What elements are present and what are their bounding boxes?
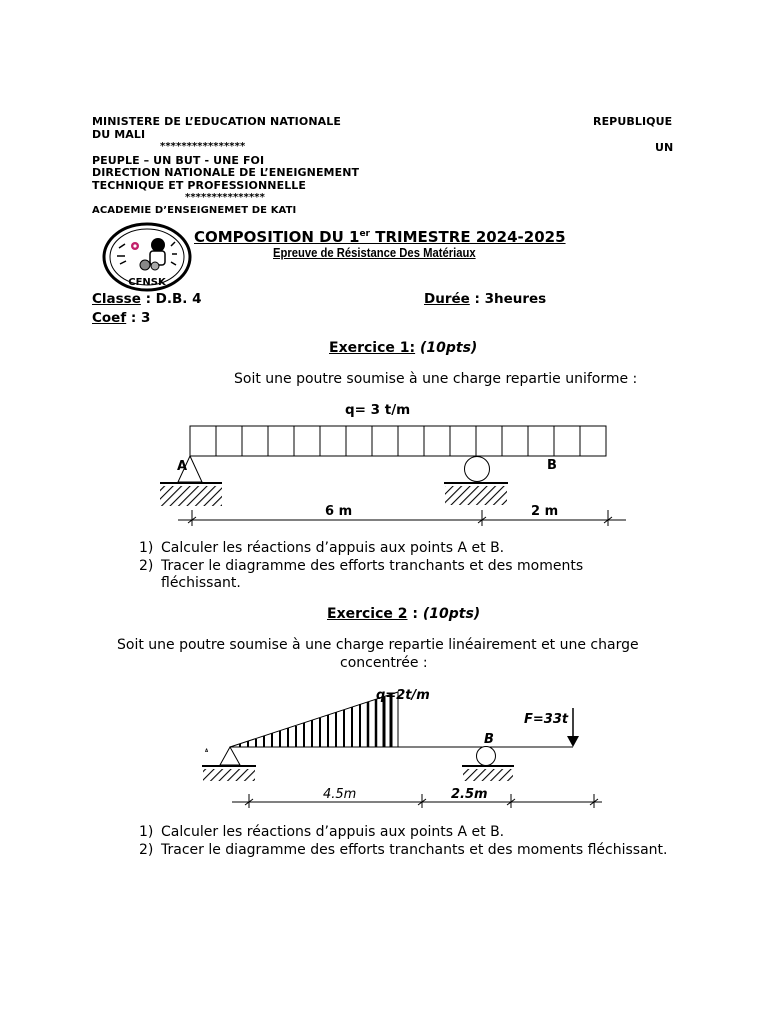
republic-label: REPUBLIQUE bbox=[593, 115, 673, 128]
ex2-roller-support-b bbox=[462, 747, 514, 782]
duree-label: Durée bbox=[424, 291, 470, 307]
ex2-force-arrow bbox=[567, 708, 579, 747]
exercise1-beam-figure bbox=[150, 398, 640, 528]
du-mali-label: DU MALI bbox=[92, 128, 146, 141]
ex2-dimension-line bbox=[232, 794, 602, 808]
exercise2-question-2 bbox=[139, 842, 667, 860]
ex1-point-b-label: B bbox=[547, 458, 557, 473]
exercise1-label: Exercice 1: bbox=[329, 340, 416, 356]
duree-line bbox=[424, 291, 546, 307]
logo-text: CFNSK bbox=[128, 277, 166, 288]
question-text: Tracer le diagramme des efforts tranchants et des moments bbox=[161, 557, 584, 574]
exercise2-points: (10pts) bbox=[422, 606, 481, 622]
ex2-force-label: F=33t bbox=[524, 712, 569, 727]
exercise1-heading bbox=[329, 340, 477, 356]
question-text: Calculer les réactions d’appuis aux points A et B. bbox=[161, 540, 505, 556]
exercise2-statement-1: Soit une poutre soumise à une charge repartie linéairement et une charge bbox=[117, 637, 639, 653]
exam-subtitle: Epreuve de Résistance Des Matériaux bbox=[273, 246, 476, 260]
header-separator-stars-2: *************** bbox=[185, 192, 265, 203]
classe-label: Classe bbox=[92, 291, 141, 307]
coef-line bbox=[92, 310, 150, 326]
question-number: 2) bbox=[139, 557, 154, 574]
ex2-point-b-label: B bbox=[484, 732, 494, 747]
question-text: Tracer le diagramme des efforts tranchants et des moments fléchissant. bbox=[161, 841, 668, 858]
question-number: 2) bbox=[139, 841, 154, 858]
coef-value: : 3 bbox=[126, 310, 151, 326]
ex2-pin-support-a bbox=[202, 747, 256, 781]
ex1-roller-support bbox=[444, 457, 508, 506]
question-number: 1) bbox=[139, 540, 154, 556]
question-text: fléchissant. bbox=[161, 575, 241, 591]
ex1-dim1-label: 6 m bbox=[325, 504, 353, 519]
classe-value: : D.B. 4 bbox=[140, 291, 202, 307]
school-logo bbox=[101, 222, 193, 292]
exam-title bbox=[194, 228, 566, 246]
question-text: Calculer les réactions d’appuis aux points A et B. bbox=[161, 824, 505, 840]
exercise2-question-1 bbox=[139, 824, 667, 842]
duree-value: : 3heures bbox=[469, 291, 547, 307]
exam-title-sup: er bbox=[359, 229, 370, 239]
classe-line bbox=[92, 291, 202, 307]
exercise1-question-2 bbox=[139, 558, 583, 576]
ex1-dim2-label: 2 m bbox=[531, 504, 559, 519]
exercise2-questions bbox=[139, 824, 667, 859]
ex1-load-label: q= 3 t/m bbox=[345, 402, 411, 418]
ex2-triangular-load bbox=[230, 692, 398, 747]
ex1-pin-support-a bbox=[160, 456, 222, 506]
motto: PEUPLE – UN BUT - UNE FOI bbox=[92, 154, 265, 167]
exercise1-questions bbox=[139, 540, 583, 593]
ex2-dim1-label: 4.5m bbox=[323, 787, 357, 802]
exercise1-question-1 bbox=[139, 540, 583, 558]
ex2-dim2-label: 2.5m bbox=[451, 787, 488, 802]
exercise1-question-2-cont bbox=[139, 575, 583, 593]
ex1-uniform-load bbox=[190, 426, 606, 456]
academie-line: ACADEMIE D’ENSEIGNEMET DE KATI bbox=[92, 205, 297, 216]
exam-title-suffix: TRIMESTRE 2024-2025 bbox=[370, 228, 566, 246]
ex1-point-a-label: A bbox=[177, 459, 188, 474]
ministry-line: MINISTERE DE L’EDUCATION NATIONALE bbox=[92, 115, 341, 128]
direction-line-1: DIRECTION NATIONALE DE L’ENEIGNEMENT bbox=[92, 166, 360, 179]
un-label: UN bbox=[655, 141, 674, 154]
ex2-load-label: q=2t/m bbox=[376, 688, 430, 703]
exercise1-points: (10pts) bbox=[415, 340, 478, 356]
ex2-point-a-label: A bbox=[205, 748, 209, 753]
exercise2-sep: : bbox=[407, 606, 423, 622]
header-separator-stars: **************** bbox=[160, 141, 246, 152]
exam-title-prefix: COMPOSITION DU 1 bbox=[194, 228, 360, 246]
question-number: 1) bbox=[139, 824, 154, 840]
direction-line-2: TECHNIQUE ET PROFESSIONNELLE bbox=[92, 179, 307, 192]
ex1-dimension-line bbox=[178, 510, 626, 526]
coef-label: Coef bbox=[92, 310, 127, 326]
exercise2-statement-2: concentrée : bbox=[340, 655, 428, 671]
exercise1-statement: Soit une poutre soumise à une charge repartie uniforme : bbox=[234, 371, 638, 387]
exercise2-beam-figure bbox=[190, 682, 620, 812]
exercise2-label: Exercice 2 bbox=[327, 606, 408, 622]
exercise2-heading bbox=[327, 606, 480, 622]
